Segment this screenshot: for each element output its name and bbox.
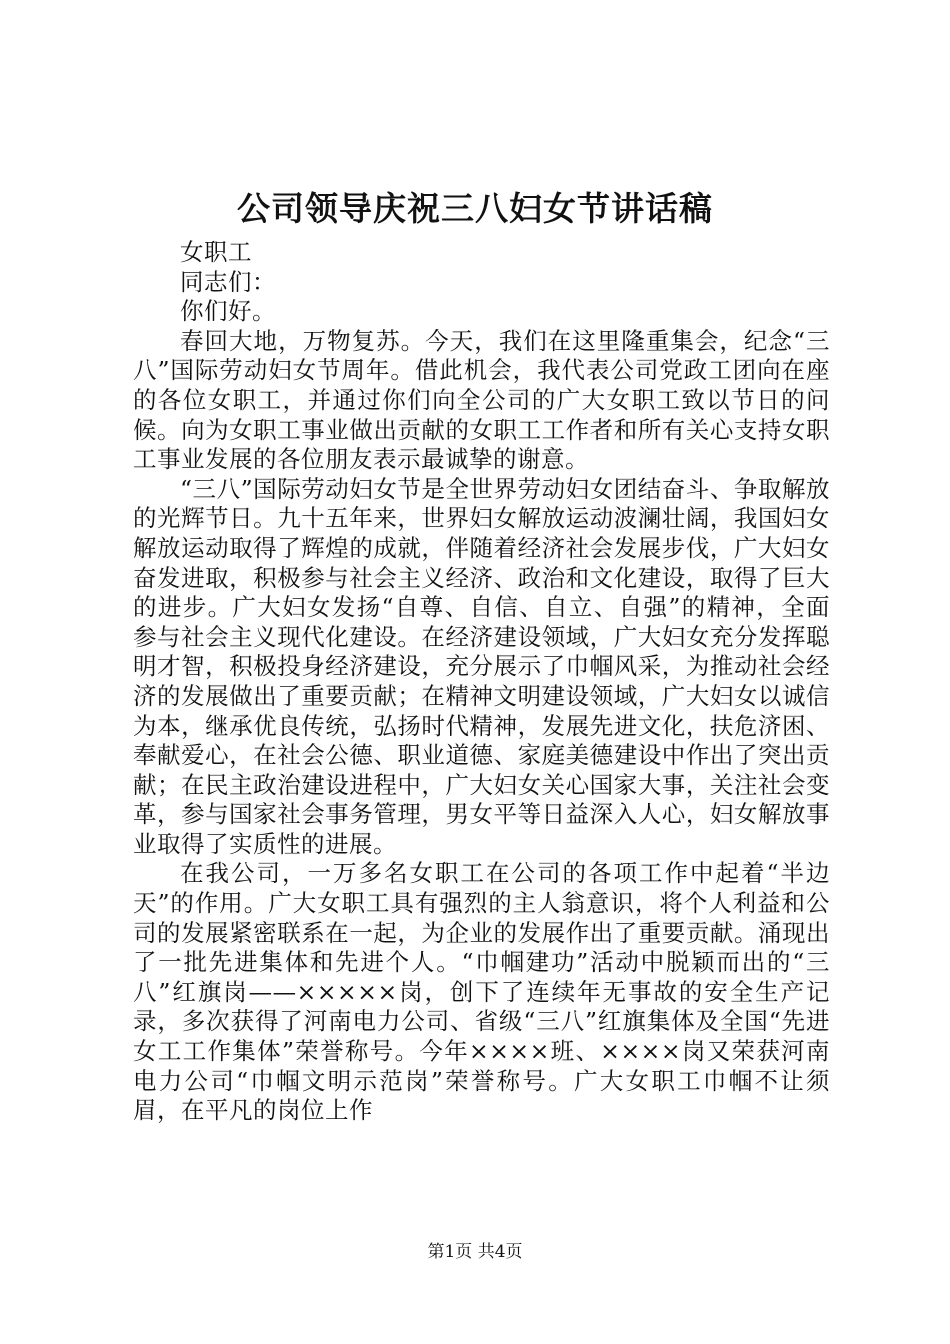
page-footer: 第1页 共4页 [427, 1242, 523, 1262]
document-title: 公司领导庆祝三八妇女节讲话稿 [237, 189, 713, 228]
body-paragraph: “三八”国际劳动妇女节是全世界劳动妇女团结奋斗、争取解放的光辉节日。九十五年来，世界妇女解放运动波澜壮阔，我国妇女解放运动取得了辉煌的成就，伴随着经济社会发展步伐，广大妇女奋发进取，积极参与社会主义经济、政治和文化建设，取得了巨大的进步。广大妇女发扬“自尊、自信、自立、自强”的精神，全面参与社会主义现代化建设。在经济建设领域，广大妇女充分发挥聪明才智，积极投身经济建设，充分展示了巾帼风采，为推动社会经济的发展做出了重要贡献；在精神文明建设领域，广大妇女以诚信为本，继承优良传统，弘扬时代精神，发展先进文化，扶危济困、奉献爱心，在社会公德、职业道德、家庭美德建设中作出了突出贡献；在民主政治建设进程中，广大妇女关心国家大事，关注社会变革，参与国家社会事务管理，男女平等日益深入人心，妇女解放事业取得了实质性的进展。 [133, 474, 830, 858]
body-paragraph: 在我公司，一万多名女职工在公司的各项工作中起着“半边天”的作用。广大女职工具有强烈的主人翁意识，将个人利益和公司的发展紧密联系在一起，为企业的发展作出了重要贡献。涌现出了一批先进集体和先进个人。“巾帼建功”活动中脱颖而出的“三八”红旗岗——×××××岗，创下了连续年无事故的安全生产记录，多次获得了河南电力公司、省级“三八”红旗集体及全国“先进女工工作集体”荣誉称号。今年××××班、××××岗又荣获河南电力公司“巾帼文明示范岗”荣誉称号。广大女职工巾帼不让须眉，在平凡的岗位上作 [133, 859, 830, 1125]
salutation-line: 你们好。 [180, 297, 276, 326]
body-paragraph: 春回大地，万物复苏。今天，我们在这里隆重集会，纪念“三八”国际劳动妇女节周年。借此机会，我代表公司党政工团向在座的各位女职工，并通过你们向全公司的广大女职工致以节日的问候。向为女职工事业做出贡献的女职工工作者和所有关心支持女职工事业发展的各位朋友表示最诚挚的谢意。 [133, 326, 830, 474]
document-body [133, 238, 830, 1126]
salutation-line: 同志们： [180, 267, 276, 296]
salutation-line: 女职工 [180, 238, 252, 266]
